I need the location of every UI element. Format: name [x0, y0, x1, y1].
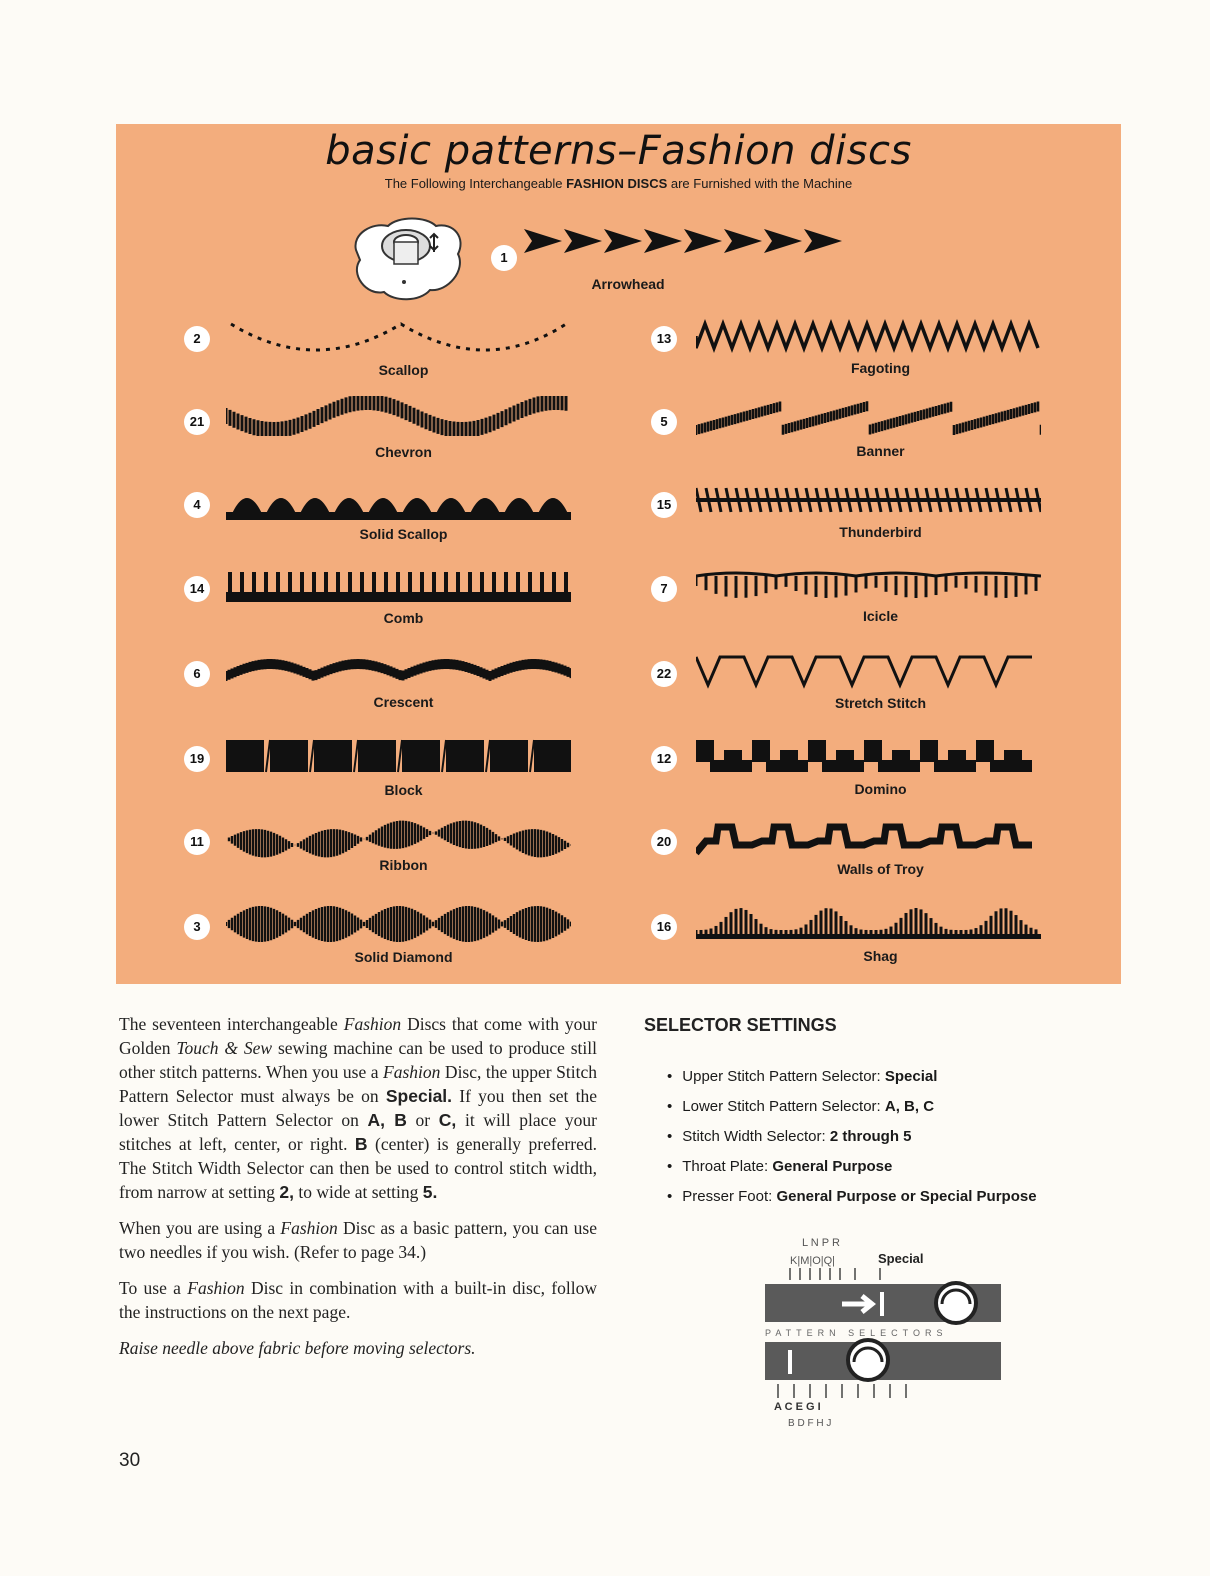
pattern-label: Banner: [856, 443, 905, 459]
stitch-pattern-shag: [696, 904, 1041, 944]
page-number: 30: [119, 1450, 141, 1471]
pattern-number-badge: 6: [184, 661, 210, 687]
pattern-label: Domino: [854, 781, 907, 797]
pattern-selectors-label: PATTERN SELECTORS: [765, 1328, 948, 1338]
dial-upper-letters: K|M|O|Q|: [790, 1255, 836, 1267]
fashion-disc-illustration: [348, 212, 468, 304]
subtitle-text-end: are Furnished with the Machine: [667, 176, 853, 191]
stitch-pattern-crescent: [226, 651, 571, 691]
pattern-number-badge: 2: [184, 326, 210, 352]
pattern-label: Stretch Stitch: [834, 695, 926, 711]
list-item: • Presser Foot: General Purpose or Special Purpose: [667, 1182, 1037, 1212]
pattern-label: Walls of Troy: [837, 861, 924, 877]
list-item: • Lower Stitch Pattern Selector: A, B, C: [667, 1092, 1037, 1122]
stitch-pattern-comb: [226, 566, 571, 606]
pattern-number-badge: 20: [651, 829, 677, 855]
pattern-label: Crescent: [373, 694, 434, 710]
subtitle-bold: FASHION DISCS: [566, 176, 668, 191]
pattern-number-badge: 4: [184, 492, 210, 518]
body-text: [119, 1012, 597, 1372]
list-item: • Stitch Width Selector: 2 through 5: [667, 1122, 1037, 1152]
selector-settings-heading: SELECTOR SETTINGS: [644, 1015, 837, 1035]
selector-settings-list: [667, 1062, 1037, 1212]
pattern-selectors-diagram: [760, 1232, 1010, 1432]
pattern-number-badge: 15: [651, 492, 677, 518]
pattern-number-badge: 1: [491, 245, 517, 271]
pattern-label: Arrowhead: [591, 276, 665, 292]
paragraph-3: To use a Fashion Disc in combination with a built-in disc, follow the instructions on the next page.: [119, 1278, 597, 1322]
stitch-pattern-stretch-stitch: [696, 651, 1041, 691]
pattern-label: Ribbon: [379, 857, 428, 873]
pattern-number-badge: 21: [184, 409, 210, 435]
stitch-pattern-fagoting: [696, 316, 1041, 356]
stitch-pattern-arrowhead: [524, 221, 869, 261]
pattern-label: Solid Scallop: [359, 526, 448, 542]
stitch-pattern-solid-diamond: [226, 904, 571, 944]
list-item: • Throat Plate: General Purpose: [667, 1152, 1037, 1182]
paragraph-2: When you are using a Fashion Disc as a basic pattern, you can use two needles if you wish. (Refer to page 34.): [119, 1218, 597, 1262]
pattern-label: Fagoting: [850, 360, 911, 376]
dial-lower-letters: A C E G I: [774, 1401, 821, 1413]
paragraph-1: The seventeen interchangeable Fashion Discs that come with your Golden Touch & Sew sewing machine can be used to produce still other stitch patterns. When you use a Fashion Disc, the upper Stitch Pattern Selector must always be on Special. If you then set the lower Stitch Pattern Selector on A, B or C, it will place your stitches at left, center, or right. B (center) is generally preferred. The Stitch Width Selector can then be used to control stitch width, from narrow at setting 2, to wide at setting 5.: [119, 1014, 598, 1202]
pattern-number-badge: 14: [184, 576, 210, 602]
paragraph-4: Raise needle above fabric before moving selectors.: [119, 1338, 476, 1358]
page-title: basic patterns–Fashion discs: [325, 128, 912, 174]
pattern-label: Block: [384, 782, 423, 798]
stitch-pattern-block: [226, 736, 571, 776]
stitch-pattern-domino: [696, 736, 1041, 776]
pattern-number-badge: 12: [651, 746, 677, 772]
pattern-number-badge: 22: [651, 661, 677, 687]
dial-bottom-letters: B D F H J: [788, 1418, 832, 1429]
stitch-pattern-walls-of-troy: [696, 819, 1041, 859]
upper-ticks: [790, 1268, 880, 1280]
stitch-pattern-banner: [696, 399, 1041, 439]
pattern-number-badge: 3: [184, 914, 210, 940]
pattern-number-badge: 7: [651, 576, 677, 602]
pattern-number-badge: 13: [651, 326, 677, 352]
stitch-pattern-ribbon: [226, 819, 571, 859]
dial-special-label: Special: [878, 1251, 924, 1266]
stitch-pattern-chevron: [226, 396, 571, 436]
stitch-pattern-scallop: [226, 316, 571, 356]
pattern-number-badge: 11: [184, 829, 210, 855]
pattern-number-badge: 19: [184, 746, 210, 772]
patterns-panel: [116, 124, 1121, 984]
subtitle-text: The Following Interchangeable: [384, 176, 567, 191]
pattern-label: Icicle: [862, 608, 899, 624]
pattern-label: Scallop: [378, 362, 429, 378]
list-item: • Upper Stitch Pattern Selector: Special: [667, 1062, 1037, 1092]
stitch-pattern-solid-scallop: [226, 482, 571, 522]
pattern-label: Chevron: [375, 444, 432, 460]
pattern-label: Solid Diamond: [354, 949, 453, 965]
stitch-pattern-icicle: [696, 566, 1041, 606]
pattern-number-badge: 5: [651, 409, 677, 435]
stitch-pattern-thunderbird: [696, 482, 1041, 522]
lower-ticks: [778, 1384, 906, 1398]
subtitle: [116, 176, 1121, 191]
dial-top-letters: L N P R: [802, 1237, 840, 1249]
pattern-number-badge: 16: [651, 914, 677, 940]
pattern-label: Comb: [383, 610, 424, 626]
pattern-label: Shag: [863, 948, 898, 964]
pattern-label: Thunderbird: [839, 524, 922, 540]
